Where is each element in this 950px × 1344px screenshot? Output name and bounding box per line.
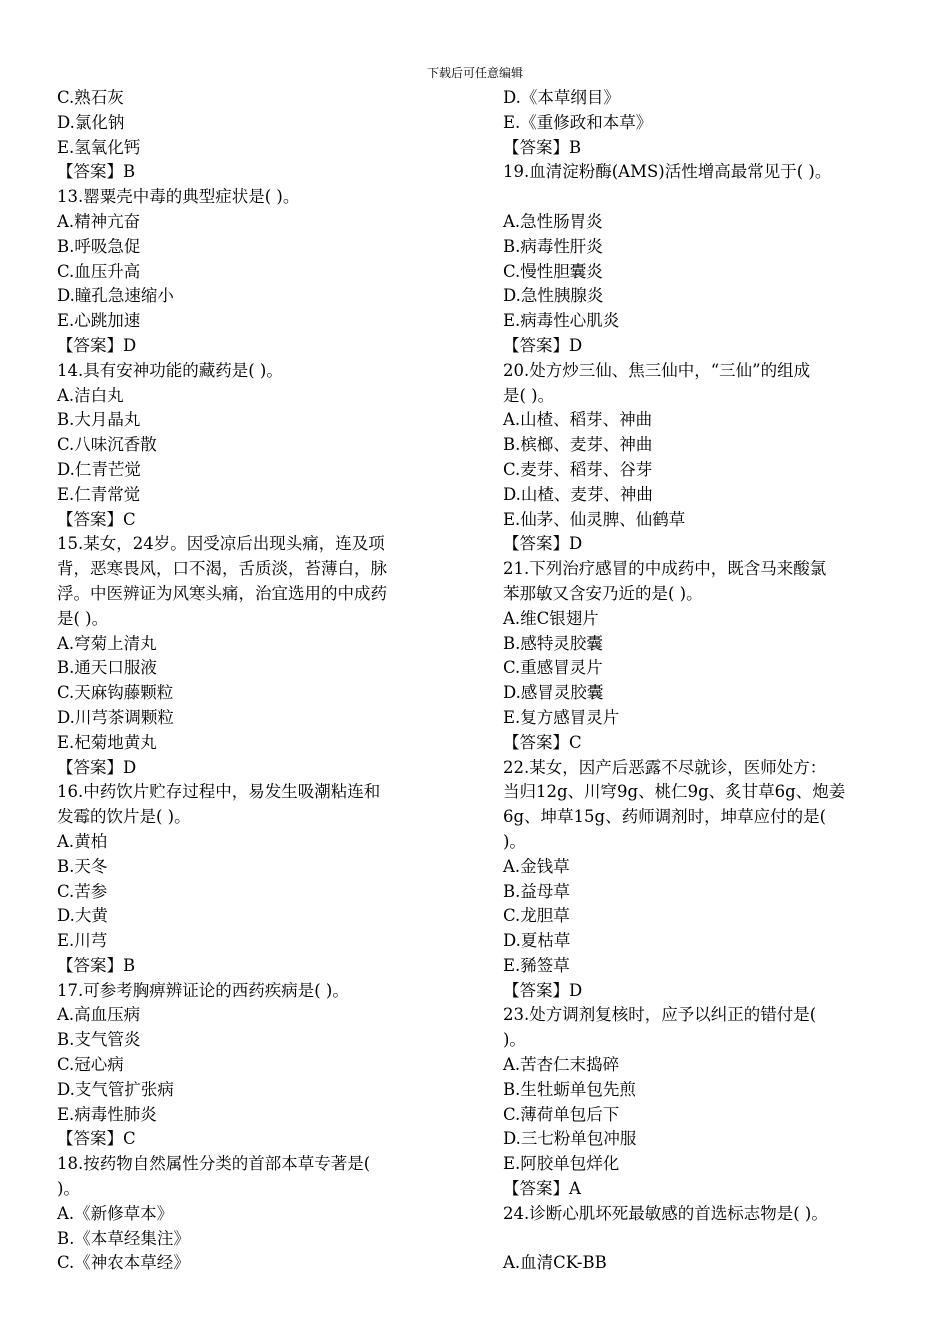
option-line: C.龙胆草 — [503, 906, 570, 926]
option-line: C.《神农本草经》 — [57, 1253, 190, 1273]
option-line: D.夏枯草 — [503, 931, 571, 951]
answer-line: 【答案】D — [57, 335, 137, 355]
option-line: B.生牡蛎单包先煎 — [503, 1079, 636, 1099]
option-line: C.重感冒灵片 — [503, 658, 603, 678]
option-line: E.川芎 — [57, 931, 108, 951]
answer-line: 【答案】B — [57, 955, 136, 975]
text-line: )。 — [503, 1030, 526, 1050]
text-line: 背，恶寒畏风，口不渴，舌质淡，苔薄白，脉 — [57, 559, 387, 579]
option-line: D.急性胰腺炎 — [503, 286, 604, 306]
option-line: D.大黄 — [57, 906, 108, 926]
option-line: D.三七粉单包冲服 — [503, 1129, 637, 1149]
option-line: A.苦杏仁末捣碎 — [503, 1055, 620, 1075]
blank-line — [503, 1227, 903, 1252]
text-line: )。 — [503, 831, 526, 851]
option-line: A.精神亢奋 — [57, 211, 141, 231]
option-line: C.天麻钩藤颗粒 — [57, 683, 174, 703]
option-line: C.八味沉香散 — [57, 435, 157, 455]
question-line: 22.某女，因产后恶露不尽就诊，医师处方： — [503, 757, 827, 777]
option-line: C.慢性胆囊炎 — [503, 261, 603, 281]
option-line: D.感冒灵胶囊 — [503, 683, 604, 703]
text-line: 是( )。 — [503, 385, 555, 405]
option-line: B.《本草经集注》 — [57, 1228, 190, 1248]
left-column — [57, 86, 457, 1276]
option-line: A.急性肠胃炎 — [503, 211, 603, 231]
answer-line: 【答案】B — [503, 137, 582, 157]
answer-line: 【答案】D — [57, 757, 137, 777]
option-line: B.感特灵胶囊 — [503, 633, 603, 653]
question-line: 17.可参考胸痹辨证论的西药疾病是( )。 — [57, 980, 349, 1000]
blank-line — [503, 185, 903, 210]
option-line: E.阿胶单包烊化 — [503, 1154, 620, 1174]
option-line: B.天冬 — [57, 856, 108, 876]
option-line: E.《重修政和本草》 — [503, 112, 653, 132]
question-line: 24.诊断心肌坏死最敏感的首选标志物是( )。 — [503, 1203, 828, 1223]
answer-line: 【答案】D — [503, 335, 583, 355]
answer-line: 【答案】B — [57, 162, 136, 182]
option-line: E.豨签草 — [503, 955, 570, 975]
option-line: C.薄荷单包后下 — [503, 1104, 620, 1124]
option-line: E.氢氧化钙 — [57, 137, 141, 157]
option-line: C.冠心病 — [57, 1055, 124, 1075]
question-line: 13.罂粟壳中毒的典型症状是( )。 — [57, 187, 300, 207]
question-line: 15.某女，24岁。因受凉后出现头痛，连及项 — [57, 534, 385, 554]
option-line: D.支气管扩张病 — [57, 1079, 174, 1099]
question-line: 16.中药饮片贮存过程中，易发生吸潮粘连和 — [57, 782, 381, 802]
option-line: B.病毒性肝炎 — [503, 236, 603, 256]
answer-line: 【答案】A — [503, 1179, 581, 1199]
option-line: D.山楂、麦芽、神曲 — [503, 484, 653, 504]
option-line: D.《本草纲目》 — [503, 88, 620, 107]
text-line: 6g、坤草15g、药师调剂时，坤草应付的是( — [503, 807, 827, 827]
text-line: 是( )。 — [57, 608, 109, 628]
option-line: C.麦芽、稻芽、谷芽 — [503, 459, 653, 479]
option-line: E.仙茅、仙灵脾、仙鹤草 — [503, 509, 686, 529]
option-line: A.洁白丸 — [57, 385, 124, 405]
option-line: E.复方感冒灵片 — [503, 707, 620, 727]
option-line: D.川芎茶调颗粒 — [57, 707, 174, 727]
option-line: C.熟石灰 — [57, 88, 124, 107]
option-line: D.仁青芒觉 — [57, 459, 141, 479]
option-line: E.病毒性肺炎 — [57, 1104, 157, 1124]
answer-line: 【答案】C — [57, 509, 136, 529]
option-line: E.心跳加速 — [57, 311, 141, 331]
option-line: A.维C银翅片 — [503, 608, 599, 628]
option-line: C.血压升高 — [57, 261, 141, 281]
option-line: A.穹菊上清丸 — [57, 633, 157, 653]
option-line: A.高血压病 — [57, 1005, 141, 1025]
text-line: 发霉的饮片是( )。 — [57, 807, 191, 827]
option-line: B.益母草 — [503, 881, 570, 901]
option-line: B.支气管炎 — [57, 1030, 141, 1050]
text-line: 当归12g、川穹9g、桃仁9g、炙甘草6g、炮姜 — [503, 782, 846, 802]
option-line: A.山楂、稻芽、神曲 — [503, 410, 653, 430]
option-line: B.大月晶丸 — [57, 410, 141, 430]
option-line: E.病毒性心肌炎 — [503, 311, 620, 331]
right-column — [503, 86, 903, 1276]
text-line: )。 — [57, 1179, 80, 1199]
option-line: B.呼吸急促 — [57, 236, 141, 256]
text-line: 浮。中医辨证为风寒头痛，治宜选用的中成药 — [57, 583, 387, 603]
answer-line: 【答案】D — [503, 534, 583, 554]
option-line: A.《新修草本》 — [57, 1203, 174, 1223]
question-line: 18.按药物自然属性分类的首部本草专著是( — [57, 1154, 371, 1174]
option-line: D.瞳孔急速缩小 — [57, 286, 174, 306]
answer-line: 【答案】C — [57, 1129, 136, 1149]
option-line: C.苦参 — [57, 881, 108, 901]
option-line: E.杞菊地黄丸 — [57, 732, 157, 752]
option-line: E.仁青常觉 — [57, 484, 141, 504]
option-line: B.通天口服液 — [57, 658, 157, 678]
answer-line: 【答案】C — [503, 732, 582, 752]
option-line: A.金钱草 — [503, 856, 570, 876]
answer-line: 【答案】D — [503, 980, 583, 1000]
text-line: 苯那敏又含安乃近的是( )。 — [503, 583, 703, 603]
option-line: A.血清CK-BB — [503, 1253, 607, 1273]
question-line: 21.下列治疗感冒的中成药中，既含马来酸氯 — [503, 559, 827, 579]
question-line: 14.具有安神功能的藏药是( )。 — [57, 360, 283, 380]
question-line: 20.处方炒三仙、焦三仙中，“三仙”的组成 — [503, 360, 811, 380]
option-line: D.氯化钠 — [57, 112, 125, 132]
question-line: 23.处方调剂复核时，应予以纠正的错付是( — [503, 1005, 817, 1025]
page-header: 下载后可任意编辑 — [426, 66, 523, 80]
question-line: 19.血清淀粉酶(AMS)活性增高最常见于( )。 — [503, 162, 832, 182]
option-line: B.槟榔、麦芽、神曲 — [503, 435, 653, 455]
option-line: A.黄柏 — [57, 831, 108, 851]
